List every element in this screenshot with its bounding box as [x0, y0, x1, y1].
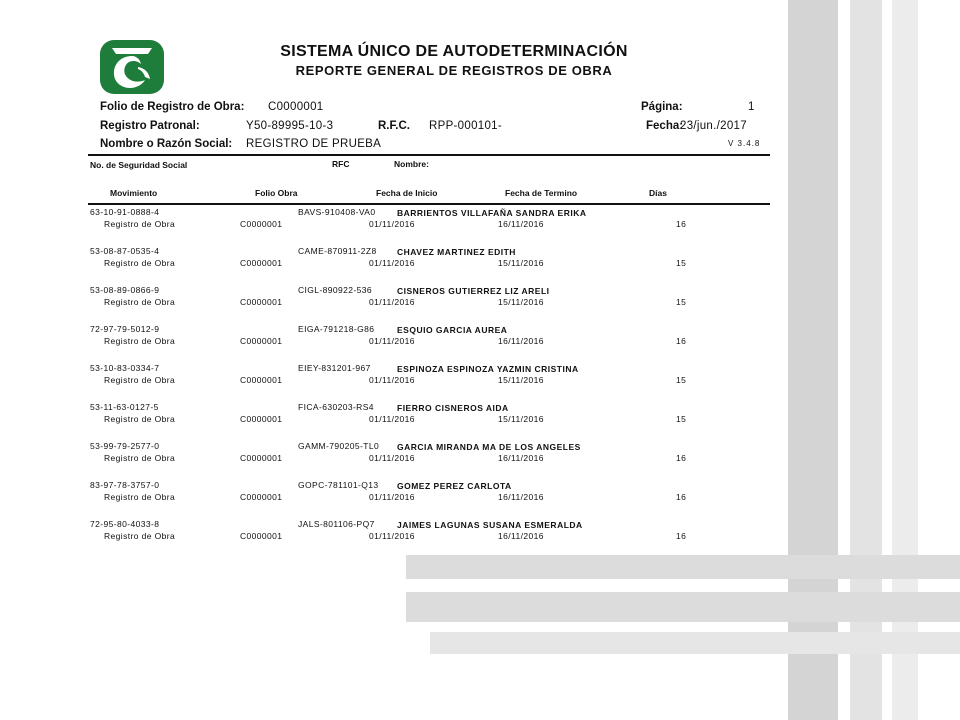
col-header-nombre: Nombre:: [394, 159, 429, 169]
movimiento-cell: Registro de Obra: [104, 297, 176, 307]
nss-cell: 53-99-79-2577-0: [90, 441, 160, 451]
table-row: [80, 246, 774, 285]
termino-cell: 16/11/2016: [498, 492, 544, 502]
pagina-value: 1: [748, 101, 755, 113]
nss-cell: 72-95-80-4033-8: [90, 519, 160, 529]
nss-cell: 53-10-83-0334-7: [90, 363, 160, 373]
nss-cell: 53-11-63-0127-5: [90, 402, 159, 412]
table-row: [80, 207, 774, 246]
folio-cell: C0000001: [240, 375, 283, 385]
table-row: [80, 402, 774, 441]
rfc-cell: GOPC-781101-Q13: [298, 480, 379, 490]
inicio-cell: 01/11/2016: [369, 336, 415, 346]
inicio-cell: 01/11/2016: [369, 453, 415, 463]
table-row: [80, 285, 774, 324]
name-cell: GARCIA MIRANDA MA DE LOS ANGELES: [397, 442, 581, 452]
movimiento-cell: Registro de Obra: [104, 258, 176, 268]
registro-patronal-value: Y50-89995-10-3: [246, 120, 334, 132]
rfc-cell: BAVS-910408-VA0: [298, 207, 376, 217]
name-cell: ESPINOZA ESPINOZA YAZMIN CRISTINA: [397, 364, 579, 374]
fecha-label: Fecha:: [646, 120, 684, 132]
movimiento-cell: Registro de Obra: [104, 336, 176, 346]
name-cell: CHAVEZ MARTINEZ EDITH: [397, 247, 516, 257]
dias-cell: 16: [676, 453, 687, 463]
termino-cell: 16/11/2016: [498, 336, 544, 346]
fecha-value: 23/jun./2017: [680, 120, 747, 132]
movimiento-cell: Registro de Obra: [104, 414, 176, 424]
name-cell: BARRIENTOS VILLAFAÑA SANDRA ERIKA: [397, 208, 587, 218]
termino-cell: 16/11/2016: [498, 453, 544, 463]
col-header-nss: No. de Seguridad Social: [90, 160, 188, 170]
name-cell: FIERRO CISNEROS AIDA: [397, 403, 509, 413]
table-row: [80, 480, 774, 519]
col-header-dias: Días: [649, 188, 667, 198]
razon-social-label: Nombre o Razón Social:: [100, 138, 233, 150]
rfc-cell: EIEY-831201-967: [298, 363, 371, 373]
movimiento-cell: Registro de Obra: [104, 492, 176, 502]
background-stripe: [430, 632, 960, 654]
rfc-label: R.F.C.: [378, 120, 410, 132]
movimiento-cell: Registro de Obra: [104, 219, 176, 229]
movimiento-cell: Registro de Obra: [104, 531, 176, 541]
nss-cell: 53-08-87-0535-4: [90, 246, 160, 256]
table-row: [80, 441, 774, 480]
name-cell: GOMEZ PEREZ CARLOTA: [397, 481, 512, 491]
folio-cell: C0000001: [240, 297, 283, 307]
folio-label: Folio de Registro de Obra:: [100, 101, 245, 113]
dias-cell: 16: [676, 219, 687, 229]
rfc-cell: FICA-630203-RS4: [298, 402, 374, 412]
termino-cell: 15/11/2016: [498, 297, 544, 307]
version-label: V 3.4.8: [728, 139, 761, 148]
rfc-cell: GAMM-790205-TL0: [298, 441, 380, 451]
termino-cell: 16/11/2016: [498, 219, 544, 229]
folio-cell: C0000001: [240, 414, 283, 424]
folio-cell: C0000001: [240, 219, 283, 229]
background-stripe: [406, 555, 960, 579]
background-stripe: [406, 592, 960, 622]
nss-cell: 63-10-91-0888-4: [90, 207, 160, 217]
dias-cell: 15: [676, 258, 687, 268]
dias-cell: 15: [676, 375, 687, 385]
dias-cell: 16: [676, 492, 687, 502]
inicio-cell: 01/11/2016: [369, 414, 415, 424]
divider: [88, 154, 770, 156]
report-title: SISTEMA ÚNICO DE AUTODETERMINACIÓN: [280, 43, 628, 60]
termino-cell: 15/11/2016: [498, 258, 544, 268]
movimiento-cell: Registro de Obra: [104, 453, 176, 463]
termino-cell: 16/11/2016: [498, 531, 544, 541]
dias-cell: 16: [676, 336, 687, 346]
dias-cell: 16: [676, 531, 687, 541]
divider: [88, 203, 770, 205]
razon-social-value: REGISTRO DE PRUEBA: [246, 138, 382, 150]
name-cell: JAIMES LAGUNAS SUSANA ESMERALDA: [397, 520, 583, 530]
folio-cell: C0000001: [240, 531, 283, 541]
col-header-rfc: RFC: [332, 159, 350, 169]
nss-cell: 53-08-89-0866-9: [90, 285, 160, 295]
rfc-cell: CIGL-890922-536: [298, 285, 373, 295]
nss-cell: 72-97-79-5012-9: [90, 324, 160, 334]
inicio-cell: 01/11/2016: [369, 297, 415, 307]
rfc-cell: JALS-801106-PQ7: [298, 519, 375, 529]
table-row: [80, 363, 774, 402]
rfc-cell: EIGA-791218-G86: [298, 324, 375, 334]
col-header-movimiento: Movimiento: [110, 188, 158, 198]
nss-cell: 83-97-78-3757-0: [90, 480, 160, 490]
folio-value: C0000001: [268, 101, 324, 113]
folio-cell: C0000001: [240, 336, 283, 346]
table-row: [80, 324, 774, 363]
col-header-termino: Fecha de Termino: [505, 188, 578, 198]
inicio-cell: 01/11/2016: [369, 492, 415, 502]
folio-cell: C0000001: [240, 258, 283, 268]
dias-cell: 15: [676, 414, 687, 424]
report-subtitle: REPORTE GENERAL DE REGISTROS DE OBRA: [295, 63, 613, 78]
termino-cell: 15/11/2016: [498, 375, 544, 385]
dias-cell: 15: [676, 297, 687, 307]
movimiento-cell: Registro de Obra: [104, 375, 176, 385]
rfc-cell: CAME-870911-2Z8: [298, 246, 377, 256]
pagina-label: Página:: [641, 101, 683, 113]
table-row: [80, 519, 774, 558]
registro-patronal-label: Registro Patronal:: [100, 120, 200, 132]
col-header-inicio: Fecha de Inicio: [376, 188, 438, 198]
inicio-cell: 01/11/2016: [369, 531, 415, 541]
inicio-cell: 01/11/2016: [369, 258, 415, 268]
rfc-value: RPP-000101-: [429, 120, 502, 132]
inicio-cell: 01/11/2016: [369, 375, 415, 385]
folio-cell: C0000001: [240, 492, 283, 502]
termino-cell: 15/11/2016: [498, 414, 544, 424]
report-page: [80, 0, 774, 552]
inicio-cell: 01/11/2016: [369, 219, 415, 229]
name-cell: ESQUIO GARCIA AUREA: [397, 325, 508, 335]
col-header-folio: Folio Obra: [255, 188, 298, 198]
folio-cell: C0000001: [240, 453, 283, 463]
name-cell: CISNEROS GUTIERREZ LIZ ARELI: [397, 286, 550, 296]
